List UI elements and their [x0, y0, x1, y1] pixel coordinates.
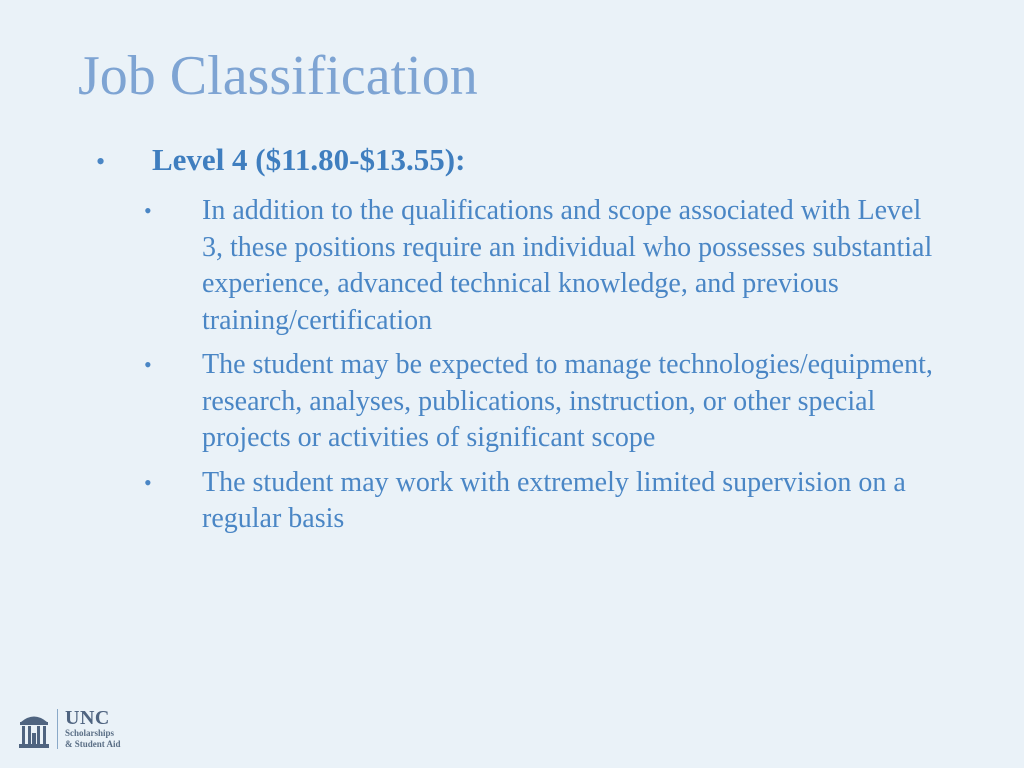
- bullet-dot: •: [144, 352, 152, 377]
- old-well-icon: [18, 709, 50, 749]
- logo-line-1: Scholarships: [65, 728, 115, 738]
- bullet-dot: •: [144, 469, 152, 495]
- bullet-dot: •: [144, 198, 152, 223]
- list-item-text: The student may be expected to manage technologies/equipment, research, analyses, publications, instruction, or other special projects or activities of significant scope: [202, 349, 933, 453]
- level-heading-row: [96, 142, 976, 178]
- unc-logo: [18, 708, 121, 750]
- bullet-dot: •: [96, 147, 106, 176]
- slide-title: Job Classification: [78, 45, 478, 107]
- list-item: [144, 347, 944, 457]
- logo-wordmark: [65, 708, 121, 750]
- list-item-text: The student may work with extremely limited supervision on a regular basis: [202, 466, 906, 534]
- list-item: [144, 465, 944, 538]
- logo-divider: [57, 709, 58, 749]
- list-item: [144, 193, 944, 339]
- level-heading: Level 4 ($11.80-$13.55):: [152, 142, 466, 177]
- logo-line-2: & Student Aid: [65, 739, 121, 749]
- list-item-text: In addition to the qualifications and scope associated with Level 3, these positions require an individual who possesses substantial experience, advanced technical knowledge, and previous training/certification: [202, 195, 933, 336]
- level-description-list: [144, 193, 944, 546]
- logo-org-name: UNC: [65, 707, 110, 729]
